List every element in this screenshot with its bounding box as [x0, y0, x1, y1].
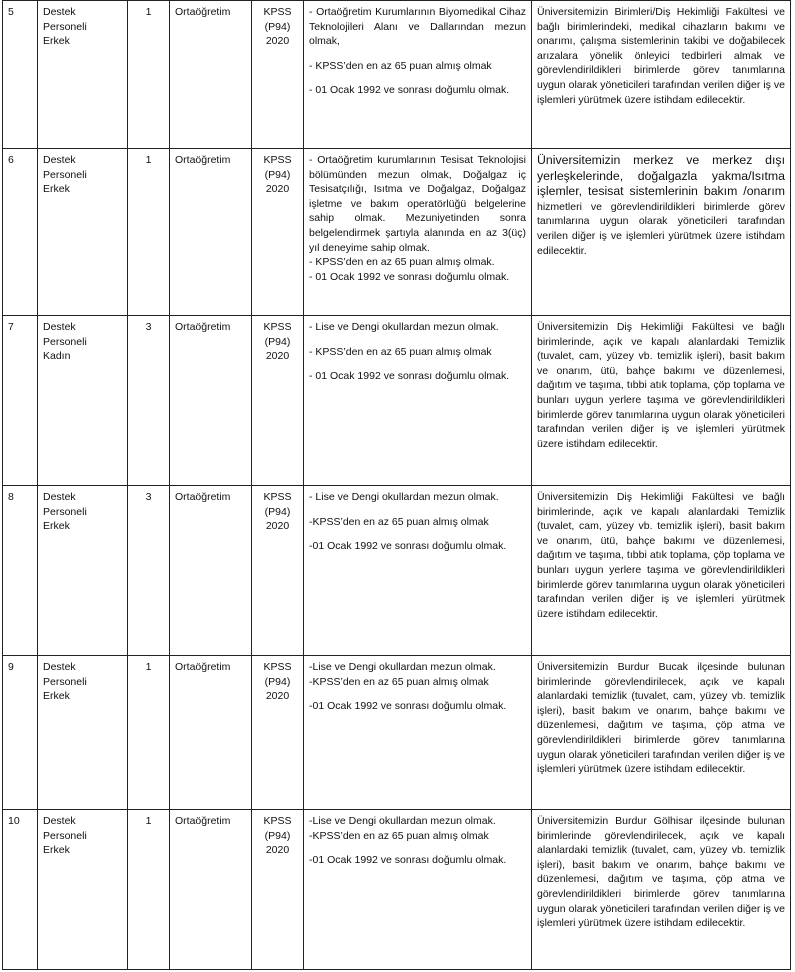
education-level: Ortaöğretim	[170, 656, 252, 810]
education-level: Ortaöğretim	[170, 486, 252, 656]
row-number: 10	[3, 810, 38, 970]
row-number: 5	[3, 1, 38, 149]
position-title: Destek Personeli Erkek	[38, 486, 128, 656]
position-count: 1	[128, 656, 170, 810]
requirements: - Lise ve Dengi okullardan mezun olmak. - KPSS’den en az 65 puan almış olmak - 01 Ocak 1992 ve sonrası doğumlu olmak.	[304, 316, 532, 486]
row-number: 6	[3, 149, 38, 316]
duties: Üniversitemizin Burdur Bucak ilçesinde bulunan birimlerinde görevlendirilecek, açık ve kapalı alanlardaki temizlik (tuvalet, cam, yüzey vb. temizlik işleri), basit bakım ve onarım, bahçe bakımı ve düzenlemesi, dağıtım ve taşıma, çöp atma ve görevlendirildikleri birimlerde görev tanımlarına uygun olarak yöneticileri tarafından verilen diğer iş ve işlemleri yürütmek üzere istihdam edilecektir.	[532, 656, 791, 810]
duties-rest: hizmetleri ve görevlendirildikleri birimlerde görev tanımlarına uygun olarak yöneticileri tarafından verilen diğer iş ve işlemleri yürütmek üzere istihdam edilecektir.	[537, 200, 785, 257]
table-row	[3, 656, 791, 810]
requirements: -Lise ve Dengi okullardan mezun olmak. -KPSS’den en az 65 puan almış olmak -01 Ocak 1992 ve sonrası doğumlu olmak.	[304, 656, 532, 810]
row-number: 7	[3, 316, 38, 486]
kpss-type: KPSS (P94) 2020	[252, 1, 304, 149]
kpss-type: KPSS (P94) 2020	[252, 149, 304, 316]
position-count: 1	[128, 149, 170, 316]
requirements: -Lise ve Dengi okullardan mezun olmak. -KPSS’den en az 65 puan almış olmak -01 Ocak 1992 ve sonrası doğumlu olmak.	[304, 810, 532, 970]
position-title: Destek Personeli Kadın	[38, 316, 128, 486]
position-count: 1	[128, 810, 170, 970]
duties: Üniversitemizin Birimleri/Diş Hekimliği Fakültesi ve bağlı birimlerindeki, medikal cihazların bakımı ve onarımı, çalışma sistemlerinin takibi ve doğabilecek arızalara yönelik önleyici tedbirleri almak ve görevlendirildikleri birimlerde görev tanımlarına uygun olarak yöneticileri tarafından verilen diğer iş ve işlemleri yürütmek üzere istihdam edilecektir.	[532, 1, 791, 149]
position-count: 3	[128, 316, 170, 486]
duties: Üniversitemizin Diş Hekimliği Fakültesi ve bağlı birimlerinde, açık ve kapalı alanlardaki Temizlik (tuvalet, cam, yüzey vb. temizlik işleri), basit bakım ve onarım, ütü, bahçe bakımı ve düzenlemesi, dağıtım ve taşıma, tıbbi atık toplama, çöp toplama ve bunları uygun yerlere taşıma ve görevlendirildikleri birimlerde görev tanımlarına uygun olarak yöneticileri tarafından verilen diğer iş ve işlemleri yürütmek üzere istihdam edilecektir.	[532, 316, 791, 486]
requirements: - Ortaöğretim kurumlarının Tesisat Teknolojisi bölümünden mezun olmak, Doğalgaz iç Tesisatçılığı, Isıtma ve Doğalgaz, Doğalgaz işletme ve bakım operatörlüğü belgelerine sahip olmak. Mezuniyetinden sonra belgelendirmek şartıyla alanında en az 3(üç) yıl deneyime sahip olmak. - KPSS’den en az 65 puan almış olmak. - 01 Ocak 1992 ve sonrası doğumlu olmak.	[304, 149, 532, 316]
table-row	[3, 486, 791, 656]
kpss-type: KPSS (P94) 2020	[252, 316, 304, 486]
duties-emphasis: Üniversitemizin merkez ve merkez dışı yerleşkelerinde, doğalgazla yakma/Isıtma işlemler, tesisat sistemlerinin bakım /onarım	[537, 153, 785, 199]
duties: Üniversitemizin Diş Hekimliği Fakültesi ve bağlı birimlerinde, açık ve kapalı alanlardaki Temizlik (tuvalet, cam, yüzey vb. temizlik işleri), basit bakım ve onarım, ütü, bahçe bakımı ve düzenlemesi, dağıtım ve taşıma, tıbbi atık toplama, çöp toplama ve bunları uygun yerlere taşıma ve görevlendirildikleri birimlerde görev tanımlarına uygun olarak yöneticileri tarafından verilen diğer iş ve işlemleri yürütmek üzere istihdam edilecektir.	[532, 486, 791, 656]
position-title: Destek Personeli Erkek	[38, 810, 128, 970]
table-row	[3, 149, 791, 316]
education-level: Ortaöğretim	[170, 1, 252, 149]
table-row	[3, 316, 791, 486]
table-row	[3, 810, 791, 970]
requirements: - Ortaöğretim Kurumlarının Biyomedikal Cihaz Teknolojileri Alanı ve Dallarından mezun olmak, - KPSS’den en az 65 puan almış olmak - 01 Ocak 1992 ve sonrası doğumlu olmak.	[304, 1, 532, 149]
education-level: Ortaöğretim	[170, 810, 252, 970]
education-level: Ortaöğretim	[170, 316, 252, 486]
table-row	[3, 1, 791, 149]
duties	[532, 149, 791, 316]
kpss-type: KPSS (P94) 2020	[252, 486, 304, 656]
positions-table	[2, 0, 791, 970]
position-title: Destek Personeli Erkek	[38, 1, 128, 149]
requirements: - Lise ve Dengi okullardan mezun olmak. -KPSS’den en az 65 puan almış olmak -01 Ocak 1992 ve sonrası doğumlu olmak.	[304, 486, 532, 656]
position-title: Destek Personeli Erkek	[38, 149, 128, 316]
kpss-type: KPSS (P94) 2020	[252, 810, 304, 970]
duties: Üniversitemizin Burdur Gölhisar ilçesinde bulunan birimlerinde görevlendirilecek, açık ve kapalı alanlardaki temizlik (tuvalet, cam, yüzey vb. temizlik işleri), basit bakım ve onarım, bahçe bakımı ve düzenlemesi, dağıtım ve taşıma, çöp atma ve görevlendirildikleri birimlerde görev tanımlarına uygun olarak yöneticileri tarafından verilen diğer iş ve işlemleri yürütmek üzere istihdam edilecektir.	[532, 810, 791, 970]
row-number: 8	[3, 486, 38, 656]
position-count: 3	[128, 486, 170, 656]
education-level: Ortaöğretim	[170, 149, 252, 316]
row-number: 9	[3, 656, 38, 810]
position-count: 1	[128, 1, 170, 149]
kpss-type: KPSS (P94) 2020	[252, 656, 304, 810]
position-title: Destek Personeli Erkek	[38, 656, 128, 810]
